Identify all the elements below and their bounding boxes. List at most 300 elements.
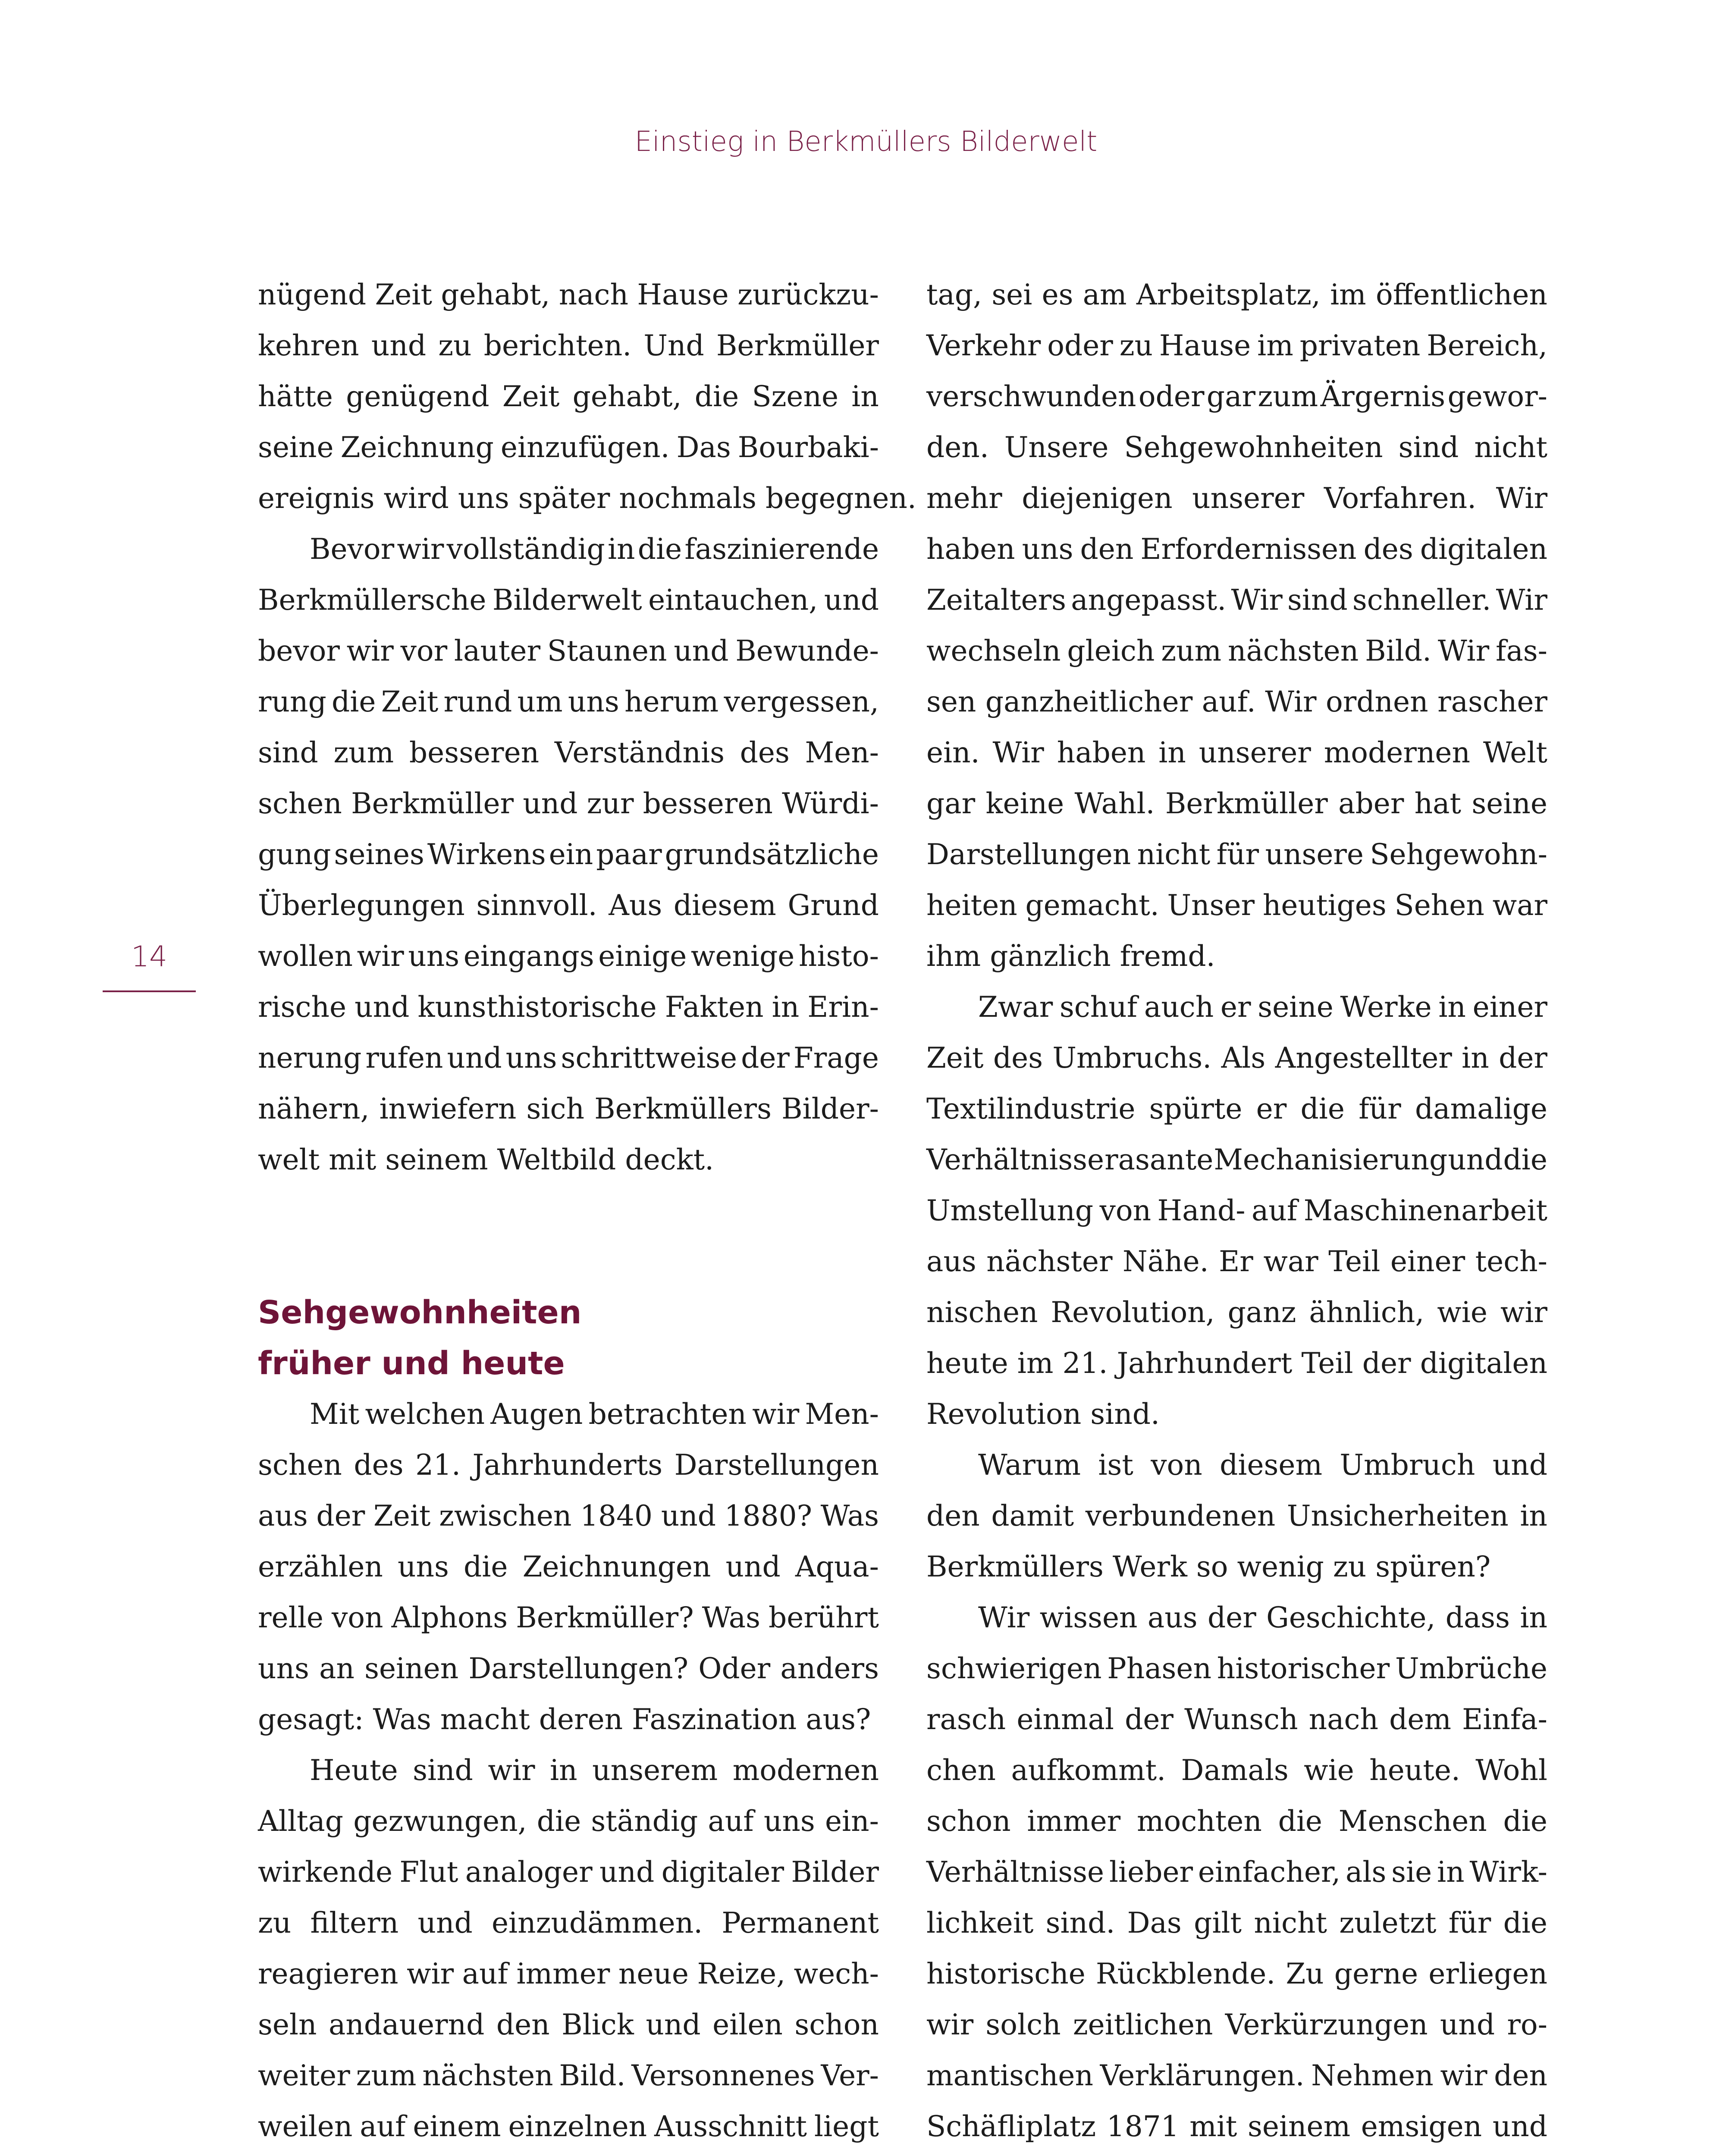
word: unsere bbox=[1265, 838, 1364, 871]
word bbox=[480, 2152, 598, 2156]
word: Berkmüllers bbox=[926, 1550, 1113, 1583]
word: Zeit bbox=[375, 278, 433, 311]
word: lauter bbox=[454, 634, 541, 667]
word: und bbox=[599, 1855, 655, 1889]
text-line bbox=[258, 422, 879, 473]
word: solch bbox=[985, 2008, 1061, 2041]
word: uns bbox=[763, 1805, 815, 1838]
word: einzudämmen. bbox=[491, 1906, 703, 1940]
word: gesagt: bbox=[258, 1703, 373, 1736]
text-line bbox=[926, 1898, 1547, 1949]
word: Arbeitsplatz, bbox=[1136, 278, 1321, 311]
text-line bbox=[258, 1949, 879, 1999]
word: des bbox=[1363, 533, 1413, 566]
word: nicht bbox=[1254, 1906, 1327, 1940]
word: sen bbox=[926, 685, 976, 718]
word: gezwungen, bbox=[353, 1805, 527, 1838]
word: Bilderwelt bbox=[492, 583, 642, 617]
text-line bbox=[258, 1033, 879, 1084]
text-line bbox=[926, 677, 1547, 727]
word: in bbox=[851, 380, 879, 413]
word: Alphons bbox=[391, 1601, 508, 1634]
word: im bbox=[1257, 329, 1293, 362]
word: sind bbox=[413, 1754, 473, 1787]
word: Umbrüche bbox=[1395, 1652, 1547, 1685]
word: für bbox=[1448, 1906, 1491, 1940]
word: nischen bbox=[926, 1296, 1038, 1329]
word: tech- bbox=[1475, 1245, 1547, 1278]
text-line bbox=[926, 931, 1547, 982]
text-line bbox=[926, 1542, 1547, 1592]
paragraph bbox=[258, 1389, 879, 1745]
word: Bevor bbox=[310, 533, 395, 566]
word: zurückzu- bbox=[737, 278, 879, 311]
word: lieber bbox=[1109, 1855, 1193, 1889]
word: Wirk- bbox=[1469, 1855, 1547, 1889]
word: in bbox=[1462, 1041, 1489, 1075]
text-line bbox=[258, 778, 879, 829]
word: im bbox=[1330, 278, 1366, 311]
text-line bbox=[258, 473, 916, 524]
word: einige bbox=[598, 940, 687, 973]
word: der bbox=[316, 1499, 365, 1532]
word: heute bbox=[926, 1347, 1008, 1380]
word: wechseln bbox=[926, 634, 1061, 667]
text-line bbox=[258, 829, 879, 880]
text-line bbox=[926, 473, 1547, 524]
word: zuletzt bbox=[1339, 1906, 1437, 1940]
word: Frage bbox=[793, 1041, 879, 1075]
word: ganzheitlicher bbox=[985, 685, 1193, 718]
word: uns bbox=[1022, 533, 1073, 566]
word: Werke bbox=[1340, 990, 1432, 1024]
word: Permanent bbox=[722, 1906, 879, 1940]
word: aus? bbox=[806, 1703, 871, 1736]
word: nähern, bbox=[258, 1092, 370, 1125]
word: einmal bbox=[1017, 1703, 1114, 1736]
word: war bbox=[1492, 889, 1547, 922]
word: lichkeit bbox=[926, 1906, 1034, 1940]
word: öffentlichen bbox=[1375, 278, 1547, 311]
word: Jahrhunderts bbox=[472, 1448, 663, 1482]
word: ein. bbox=[926, 736, 980, 769]
word: uns bbox=[408, 940, 460, 973]
word: in bbox=[772, 990, 800, 1024]
text-line bbox=[258, 727, 879, 778]
word: sind bbox=[1398, 431, 1459, 464]
word: Hause bbox=[637, 278, 729, 311]
word: nicht bbox=[1137, 838, 1211, 871]
word: nochmals bbox=[619, 482, 766, 515]
word: Wir bbox=[1437, 634, 1490, 667]
section-heading-line: Sehgewohnheiten bbox=[258, 1294, 582, 1331]
text-line bbox=[258, 1542, 879, 1592]
word: damalige bbox=[1415, 1092, 1547, 1125]
word: nach bbox=[559, 278, 629, 311]
word: schuf bbox=[1059, 990, 1138, 1024]
word: auf bbox=[1251, 1194, 1298, 1227]
word: im bbox=[1017, 1347, 1054, 1380]
word: Nähe. bbox=[1123, 1245, 1209, 1278]
word: schon bbox=[794, 2008, 879, 2041]
word: 1880? bbox=[724, 1499, 812, 1532]
word: zum bbox=[1161, 634, 1222, 667]
text-line bbox=[258, 982, 879, 1033]
word: heiten bbox=[926, 889, 1017, 922]
text-line bbox=[926, 422, 1547, 473]
text-line bbox=[258, 575, 879, 626]
word: wenig bbox=[1237, 1550, 1333, 1583]
right-column bbox=[926, 270, 1547, 2156]
word: des bbox=[354, 1448, 404, 1482]
word: Verständnis bbox=[554, 736, 725, 769]
word: gar bbox=[926, 787, 976, 820]
word: mochten bbox=[1136, 1805, 1262, 1838]
word: ihm bbox=[926, 940, 990, 973]
word: gewor- bbox=[1447, 380, 1547, 413]
paragraph bbox=[258, 270, 916, 524]
word: mit bbox=[329, 1143, 386, 1176]
text-line bbox=[258, 1999, 879, 2050]
word: gleich bbox=[1067, 634, 1155, 667]
word: Als bbox=[1221, 1041, 1266, 1075]
text-line bbox=[926, 575, 1547, 626]
word: die bbox=[1503, 1906, 1547, 1940]
text-line bbox=[926, 1236, 1547, 1287]
word: aus bbox=[258, 1499, 308, 1532]
word: Zeit bbox=[381, 685, 439, 718]
word: aus bbox=[1147, 1601, 1198, 1634]
word: sei bbox=[992, 278, 1032, 311]
word: Wir bbox=[1496, 482, 1547, 515]
word: und bbox=[417, 1906, 473, 1940]
word: wollen bbox=[258, 940, 353, 973]
text-line bbox=[258, 1694, 879, 1745]
word: wie bbox=[1437, 1296, 1487, 1329]
word: Darstellungen bbox=[674, 1448, 879, 1482]
word: Versonnenes bbox=[631, 2059, 815, 2092]
word: unserem bbox=[592, 1754, 718, 1787]
word: seine bbox=[1258, 990, 1334, 1024]
word: Staunen bbox=[547, 634, 667, 667]
word: rische bbox=[258, 990, 347, 1024]
text-line bbox=[926, 880, 1547, 931]
word: Berkmüller bbox=[351, 787, 514, 820]
word: den bbox=[926, 1499, 980, 1532]
word: Berkmüller? bbox=[516, 1601, 694, 1634]
word: um bbox=[517, 685, 563, 718]
word: zeitlichen bbox=[1073, 2008, 1213, 2041]
word: reagieren bbox=[258, 1957, 398, 1990]
text-line bbox=[926, 524, 1547, 575]
word: kunsthistorische bbox=[417, 990, 657, 1024]
word: schneller. bbox=[1352, 583, 1491, 617]
word: 1871 bbox=[1106, 2110, 1179, 2143]
word: Fakten bbox=[665, 990, 764, 1024]
text-line bbox=[926, 270, 1547, 320]
text-line bbox=[258, 677, 879, 727]
word: Hause bbox=[1159, 329, 1251, 362]
word: einer bbox=[1390, 1245, 1465, 1278]
word: fas- bbox=[1496, 634, 1547, 667]
text-line bbox=[926, 829, 1547, 880]
word: Das bbox=[676, 431, 731, 464]
word: Sehgewohn- bbox=[1370, 838, 1547, 871]
word: Zeit bbox=[373, 1499, 431, 1532]
word: Umbruchs. bbox=[1052, 1041, 1212, 1075]
word: Was bbox=[820, 1499, 879, 1532]
word: Zu bbox=[1286, 1957, 1324, 1990]
word: gung bbox=[258, 838, 331, 871]
word: nerung bbox=[258, 1041, 362, 1075]
word: Er bbox=[1219, 1245, 1253, 1278]
word: Zeichnungen bbox=[522, 1550, 711, 1583]
word: wird bbox=[383, 482, 458, 515]
text-line bbox=[926, 1694, 1547, 1745]
word: nügend bbox=[258, 278, 367, 311]
word: Darstellungen? bbox=[468, 1652, 689, 1685]
word: Grund bbox=[788, 889, 879, 922]
text-line bbox=[926, 1592, 1547, 1643]
word: Einfa- bbox=[1462, 1703, 1547, 1736]
word: Wahl. bbox=[1074, 787, 1155, 820]
word: Darstellungen bbox=[926, 838, 1131, 871]
text-line bbox=[258, 371, 879, 422]
word: anders bbox=[780, 1652, 879, 1685]
word: Wir bbox=[1496, 583, 1547, 617]
word: filtern bbox=[310, 1906, 399, 1940]
word: vor bbox=[400, 634, 448, 667]
word: immer bbox=[1027, 1805, 1121, 1838]
paragraph bbox=[926, 270, 1547, 982]
word: sich bbox=[526, 1092, 584, 1125]
word: in bbox=[1437, 1855, 1465, 1889]
word: und bbox=[1492, 1448, 1547, 1482]
word: gemacht. bbox=[1025, 889, 1159, 922]
word: und bbox=[371, 329, 427, 362]
text-line bbox=[258, 320, 879, 371]
word: seines bbox=[334, 838, 424, 871]
word: spüren? bbox=[1375, 1550, 1491, 1583]
word: ein bbox=[549, 838, 593, 871]
word: und bbox=[725, 1550, 781, 1583]
text-line bbox=[926, 1847, 1547, 1898]
word: Was bbox=[702, 1601, 760, 1634]
word: die bbox=[1300, 1092, 1345, 1125]
word: Nehmen bbox=[1311, 2059, 1434, 2092]
word: den. bbox=[926, 431, 989, 464]
word: Ausschnitt bbox=[654, 2110, 807, 2143]
word: auf bbox=[360, 2110, 406, 2143]
word: Teil bbox=[1328, 1245, 1381, 1278]
word: wir bbox=[1500, 1296, 1547, 1329]
word: weiter bbox=[258, 2059, 350, 2092]
word: wir bbox=[926, 2008, 974, 2041]
text-line bbox=[926, 320, 1547, 371]
word: gar bbox=[1206, 380, 1256, 413]
word: rund bbox=[443, 685, 512, 718]
word: den bbox=[1080, 533, 1134, 566]
word: wie bbox=[1304, 1754, 1354, 1787]
word: Unsicherheiten bbox=[1286, 1499, 1509, 1532]
word: in bbox=[1520, 1601, 1547, 1634]
word: grundsätzliche bbox=[665, 838, 879, 871]
text-line bbox=[258, 931, 879, 982]
word: die bbox=[637, 533, 682, 566]
word: vergessen, bbox=[724, 685, 879, 718]
word: Verklärungen. bbox=[1100, 2059, 1305, 2092]
word: Wohl bbox=[1475, 1754, 1547, 1787]
word: Sehen bbox=[1394, 889, 1484, 922]
word: berührt bbox=[769, 1601, 879, 1634]
word: des bbox=[740, 736, 790, 769]
word: am bbox=[1082, 278, 1127, 311]
word: schon bbox=[926, 1805, 1011, 1838]
text-line bbox=[258, 1745, 879, 1796]
word: Angestellter bbox=[1275, 1041, 1452, 1075]
paragraph bbox=[926, 1440, 1547, 1592]
word: Teil bbox=[1301, 1347, 1353, 1380]
word: und bbox=[523, 787, 578, 820]
word: Unsere bbox=[1004, 431, 1109, 464]
word: Aqua- bbox=[795, 1550, 879, 1583]
word: zum bbox=[333, 736, 394, 769]
word: histo- bbox=[798, 940, 879, 973]
word: hat bbox=[1414, 787, 1462, 820]
word: angepasst. bbox=[1071, 583, 1227, 617]
word: einfacher, bbox=[1198, 1855, 1341, 1889]
word: die bbox=[537, 1805, 581, 1838]
word: und bbox=[646, 2008, 701, 2041]
word: sind bbox=[258, 736, 318, 769]
paragraph bbox=[258, 524, 879, 1185]
text-line bbox=[926, 626, 1547, 677]
text-line bbox=[926, 1084, 1547, 1134]
word: und bbox=[674, 634, 729, 667]
text-line bbox=[926, 982, 1547, 1033]
text-line bbox=[258, 1643, 879, 1694]
word: in bbox=[607, 533, 635, 566]
word: Bilder- bbox=[781, 1092, 879, 1125]
word: auf bbox=[462, 1957, 508, 1990]
word: Verkürzungen bbox=[1225, 2008, 1428, 2041]
word: welt bbox=[258, 1143, 329, 1176]
word: Zeit bbox=[502, 380, 560, 413]
word: heute. bbox=[1369, 1754, 1460, 1787]
text-line bbox=[258, 1134, 879, 1185]
word: Zeichnung bbox=[340, 431, 494, 464]
word: der bbox=[741, 1041, 790, 1075]
word: 21. bbox=[1062, 1347, 1108, 1380]
word: Hand- bbox=[1157, 1194, 1246, 1227]
word: seine bbox=[1472, 787, 1547, 820]
word: Mechanisierung bbox=[1214, 1143, 1448, 1176]
word: Wir bbox=[978, 1601, 1030, 1634]
text-line bbox=[926, 1440, 1547, 1491]
left-column bbox=[258, 270, 916, 2156]
word: analoger bbox=[465, 1855, 593, 1889]
text-line bbox=[926, 2101, 1547, 2152]
text-line bbox=[926, 1033, 1547, 1084]
word: Flut bbox=[399, 1855, 458, 1889]
word: digitaler bbox=[661, 1855, 784, 1889]
word: Revolution bbox=[926, 1398, 1091, 1431]
word bbox=[1481, 2152, 1547, 2156]
word: Geschichte, bbox=[1266, 1601, 1436, 1634]
word: oder bbox=[1047, 329, 1113, 362]
word: wech- bbox=[794, 1957, 879, 1990]
word: seinem bbox=[1248, 2110, 1351, 2143]
word: des bbox=[993, 1041, 1043, 1075]
page-number-rule bbox=[103, 990, 196, 992]
text-line bbox=[258, 2152, 879, 2156]
word: zur bbox=[587, 787, 634, 820]
word: und bbox=[661, 1499, 716, 1532]
word: uns bbox=[568, 685, 619, 718]
text-line bbox=[926, 1949, 1547, 1999]
word: Verhältnisse bbox=[926, 1143, 1104, 1176]
word: seinen bbox=[364, 1652, 459, 1685]
text-line bbox=[258, 1847, 879, 1898]
word: der bbox=[1207, 1601, 1256, 1634]
word: Werk bbox=[1112, 1550, 1196, 1583]
word: Schäfliplatz bbox=[926, 2110, 1096, 2143]
word: nach bbox=[1308, 1703, 1378, 1736]
word: aber bbox=[1338, 787, 1404, 820]
word: rufen bbox=[365, 1041, 443, 1075]
word: die bbox=[332, 685, 376, 718]
word: auch bbox=[1144, 990, 1214, 1024]
word: betrachten bbox=[588, 1398, 747, 1431]
word: es bbox=[1042, 278, 1073, 311]
word: von bbox=[1099, 1194, 1152, 1227]
word: begegnen. bbox=[765, 482, 916, 515]
word: eintauchen, bbox=[648, 583, 818, 617]
word: nächsten bbox=[1227, 634, 1359, 667]
word: Blick bbox=[562, 2008, 634, 2041]
word: ro- bbox=[1507, 2008, 1547, 2041]
word: digitalen bbox=[1420, 1347, 1547, 1380]
word: auf. bbox=[1202, 685, 1256, 718]
word: von bbox=[331, 1601, 383, 1634]
word: Warum bbox=[978, 1448, 1081, 1482]
text-line bbox=[258, 2101, 879, 2152]
word: die bbox=[1278, 1805, 1322, 1838]
word: aus bbox=[926, 1245, 976, 1278]
word bbox=[1332, 2152, 1472, 2156]
word: inwiefern bbox=[379, 1092, 517, 1125]
word: Ver- bbox=[821, 2059, 879, 2092]
text-line bbox=[258, 1084, 879, 1134]
word: ganz bbox=[1227, 1296, 1296, 1329]
word bbox=[737, 2152, 879, 2156]
word: die bbox=[694, 380, 739, 413]
word: nächsten bbox=[422, 2059, 553, 2092]
word: Berkmüller bbox=[1165, 787, 1328, 820]
page-number: 14 bbox=[131, 940, 167, 973]
word: Damals bbox=[1181, 1754, 1289, 1787]
word: keine bbox=[985, 787, 1064, 820]
word bbox=[258, 2152, 331, 2156]
word: für bbox=[1359, 1092, 1401, 1125]
word: ähnlich, bbox=[1309, 1296, 1425, 1329]
word bbox=[926, 2152, 1112, 2156]
paragraph bbox=[926, 1592, 1547, 2156]
word: sind. bbox=[1045, 1906, 1115, 1940]
word: macht bbox=[440, 1703, 539, 1736]
word: Wirkens bbox=[427, 838, 546, 871]
word: Berkmüllersche bbox=[258, 583, 486, 617]
